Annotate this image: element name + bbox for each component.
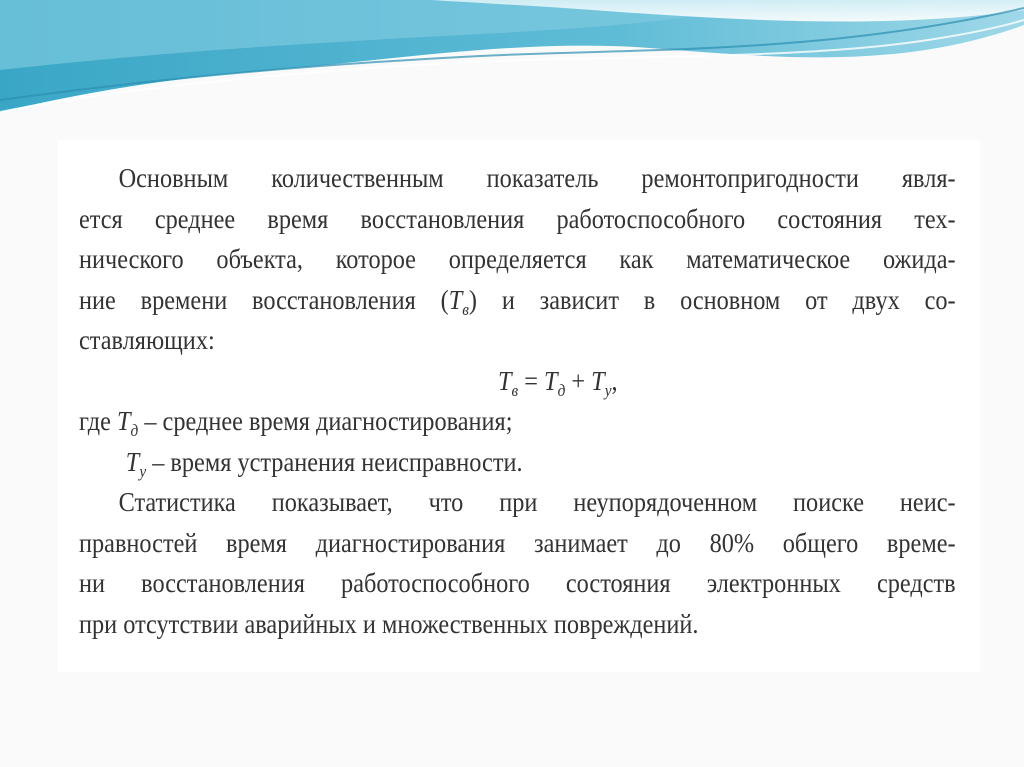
subscript-y: у xyxy=(604,380,612,400)
symbol-t: T xyxy=(448,284,463,315)
paragraph1-line3: нического объекта, которое определяется как математическое ожида- xyxy=(79,244,956,274)
paragraph1-line1: Основным количественным показатель ремонтопригодности явля- xyxy=(118,163,956,193)
subscript-v: в xyxy=(462,299,469,319)
where-prefix: где xyxy=(79,406,117,436)
paragraph2-line4: при отсутствии аварийных и множественных повреждений. xyxy=(79,608,699,639)
subscript-y: у xyxy=(139,461,147,481)
where-line-y xyxy=(79,442,956,483)
where-y-text: – время устранения неисправности. xyxy=(146,446,523,477)
decorative-wave-header xyxy=(0,0,1024,125)
where-line-d xyxy=(79,401,956,442)
paragraph2-line2: правностей время диагностирования занимает до 80% общего време- xyxy=(79,527,956,558)
line4-before: ние времени восстановления ( xyxy=(79,284,449,315)
symbol-t: T xyxy=(116,406,131,436)
where-d-text: – среднее время диагностирования; xyxy=(138,406,513,436)
formula-eq: = xyxy=(518,365,545,396)
paragraph1-line4 xyxy=(79,280,956,321)
paragraph1-line5: ставляющих: xyxy=(79,325,215,355)
formula-plus: + xyxy=(565,365,592,396)
line4-after: ) и зависит в основном от двух со- xyxy=(468,284,956,315)
formula-end: , xyxy=(611,365,618,396)
paragraph2-line3: ни восстановления работоспособного состояния электронных средств xyxy=(79,568,956,598)
symbol-t: T xyxy=(544,365,558,396)
paragraph1-line2: ется среднее время восстановления работоспособного состояния тех- xyxy=(79,203,956,234)
subscript-d: д xyxy=(557,380,566,400)
symbol-t: T xyxy=(125,446,140,477)
subscript-v: в xyxy=(511,380,519,400)
symbol-t: T xyxy=(498,365,512,396)
subscript-d: д xyxy=(130,421,139,440)
paragraph2-line1: Статистика показывает, что при неупорядоченном поиске неис- xyxy=(118,487,956,517)
formula xyxy=(79,361,956,402)
symbol-t: T xyxy=(591,365,605,396)
document-text xyxy=(79,158,956,644)
